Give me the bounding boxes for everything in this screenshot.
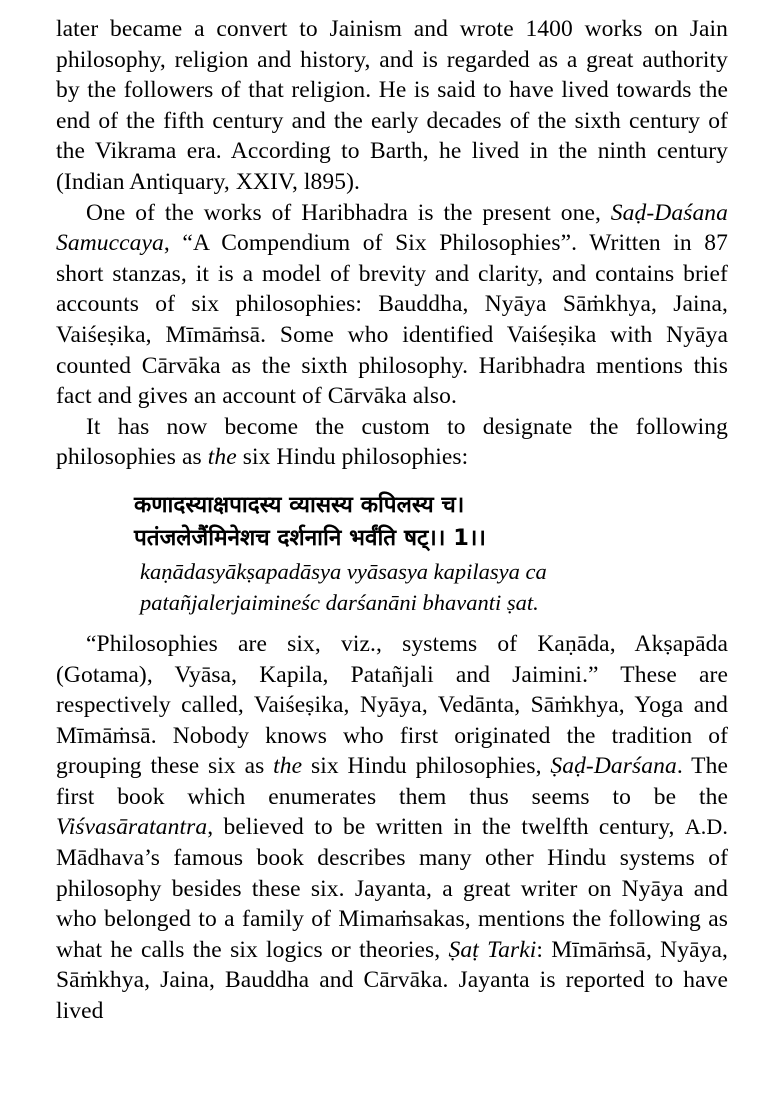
verse-transliteration-line-1: kaṇādasyākṣapadāsya vyāsasya kapilasya ca [140, 558, 547, 584]
work-title-sad-darsana-samuccaya: Saḍ-Daśana Samuccaya [56, 199, 728, 257]
paragraph-4 [56, 629, 728, 1027]
emphasis-the: the [273, 753, 303, 780]
text-segment: , believed to be written in the twelfth century, [207, 814, 685, 841]
era-abbreviation-ad: A.D. [684, 814, 728, 840]
work-title-sat-tarki: Ṣaṭ Tarki [448, 936, 537, 963]
text-segment: : Mīmāṁsā, Nyāya, Sāṁkhya, Jaina, Bauddha and Cārvāka. Jayanta is reported to have lived [56, 936, 728, 1025]
text-segment: Mādhava’s famous book describes many other Hindu systems of philosophy besides these six. Jayanta, a great writer on Nyāya and who belonged to a family of Mimaṁsakas, mentions the following as what he calls the six logics or theories, [56, 845, 728, 963]
verse-devanagari-line-2: पतंजलेजैंमिनेशच दर्शनानि भर्वंति षट्।। 1।। [134, 524, 486, 551]
paragraph-3 [56, 412, 728, 473]
text-segment: , “A Compendium of Six Philosophies”. Written in 87 short stanzas, it is a model of brevity and clarity, and contains brief accounts of six philosophies: Bauddha, Nyāya Sāṁkhya, Jaina, Vaiśeṣika, Mīmāṁsā. Some who identified Vaiśeṣika with Nyāya counted Cārvāka as the sixth philosophy. Haribhadra mentions this fact and gives an account of Cārvāka also. [56, 230, 728, 410]
emphasis-the: the [207, 444, 237, 471]
text-segment: six Hindu philosophies, [302, 753, 551, 780]
verse-transliteration-line-2: patañjalerjaimineśc darśanāni bhavanti ṣat. [140, 589, 539, 615]
text-segment: It has now become the custom to designate the following philosophies as [56, 413, 728, 471]
paragraph-2 [56, 198, 728, 412]
work-title-sad-darsana: Ṣaḍ-Darśana [550, 753, 677, 780]
paragraph-1: later became a convert to Jainism and wrote 1400 works on Jain philosophy, religion and history, and is regarded as a great authority by the followers of that religion. He is said to have lived towards the end of the fifth century and the early decades of the sixth century of the Vikrama era. According to Barth, he lived in the ninth century (Indian Antiquary, XXIV, l895). [56, 16, 728, 195]
sanskrit-verse-block [56, 489, 728, 617]
work-title-visvasaratantra: Viśvasāratantra [56, 814, 208, 841]
text-segment: . The first book which enumerates them thus seems to be the [56, 753, 729, 810]
verse-devanagari-line-1: कणादस्याक्षपादस्य व्यासस्य कपिलस्य च। [134, 491, 465, 518]
text-segment: “Philosophies are six, viz., systems of Kaṇāda, Akṣapāda (Gotama), Vyāsa, Kapila, Patañjali and Jaimini.” These are respectively called, Vaiśeṣika, Nyāya, Vedānta, Sāṁkhya, Yoga and Mīmāṁsā. Nobody knows who first originated the tradition of grouping these six as [56, 630, 728, 780]
text-segment: One of the works of Haribhadra is the present one, [86, 199, 611, 226]
text-segment: six Hindu philosophies: [236, 444, 469, 471]
